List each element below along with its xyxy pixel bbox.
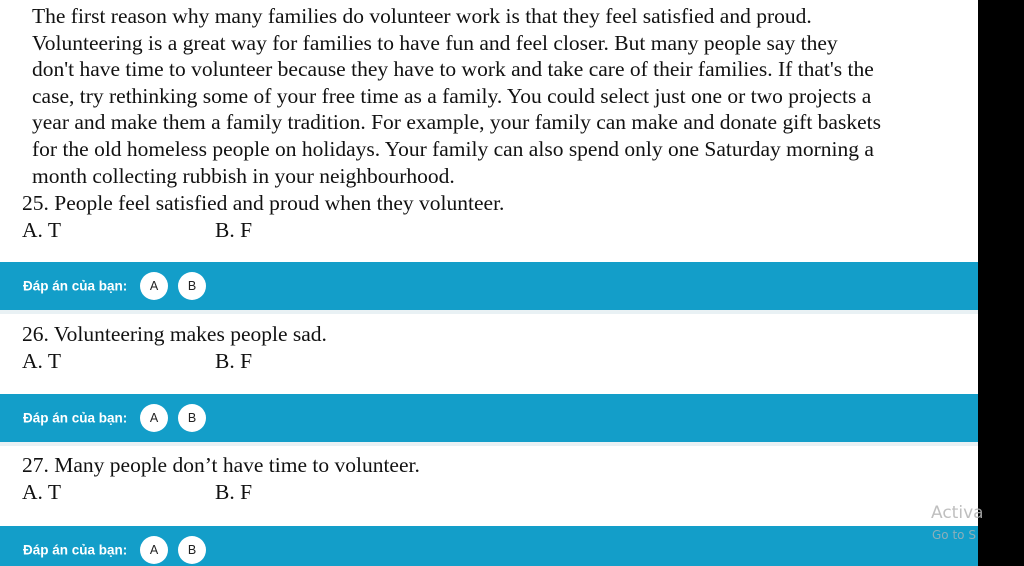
answer-bar-26 <box>0 394 978 442</box>
question-25-option-b: B. F <box>215 218 253 242</box>
answer-label: Đáp án của bạn: <box>23 542 128 558</box>
activation-watermark-subtitle: Go to S <box>932 528 976 542</box>
question-27-option-b: B. F <box>215 480 253 504</box>
passage-line: case, try rethinking some of your free time as a family. You could select just one or two projects a <box>32 83 872 108</box>
answer-26-choice-b-button[interactable]: B <box>178 404 206 432</box>
answer-label: Đáp án của bạn: <box>23 278 128 294</box>
reading-passage <box>32 3 948 189</box>
passage-line: don't have time to volunteer because they have to work and take care of their families. If that's the <box>32 57 874 82</box>
answer-25-choice-b-button[interactable]: B <box>178 272 206 300</box>
divider <box>0 442 978 446</box>
passage-line: The first reason why many families do volunteer work is that they feel satisfied and proud. <box>32 4 812 28</box>
answer-bar-25 <box>0 262 978 310</box>
passage-line: for the old homeless people on holidays. Your family can also spend only one Saturday morning a <box>32 136 874 161</box>
question-27-text: 27. Many people don’t have time to volunteer. <box>22 453 420 477</box>
passage-line: month collecting rubbish in your neighbourhood. <box>32 163 455 188</box>
answer-bar-27 <box>0 526 978 566</box>
divider <box>0 310 978 314</box>
answer-label: Đáp án của bạn: <box>23 410 128 426</box>
answer-27-choice-a-button[interactable]: A <box>140 536 168 564</box>
answer-25-choice-a-button[interactable]: A <box>140 272 168 300</box>
passage-line: Volunteering is a great way for families to have fun and feel closer. But many people say they <box>32 30 838 55</box>
passage-line: year and make them a family tradition. For example, your family can make and donate gift baskets <box>32 110 881 135</box>
question-26-text: 26. Volunteering makes people sad. <box>22 322 327 346</box>
question-25-option-a: A. T <box>22 218 62 242</box>
answer-27-choice-b-button[interactable]: B <box>178 536 206 564</box>
question-25-text: 25. People feel satisfied and proud when they volunteer. <box>22 191 505 215</box>
question-27-option-a: A. T <box>22 480 62 504</box>
question-26-option-b: B. F <box>215 349 253 373</box>
answer-26-choice-a-button[interactable]: A <box>140 404 168 432</box>
question-26-option-a: A. T <box>22 349 62 373</box>
activation-watermark-title: Activa <box>931 503 984 523</box>
